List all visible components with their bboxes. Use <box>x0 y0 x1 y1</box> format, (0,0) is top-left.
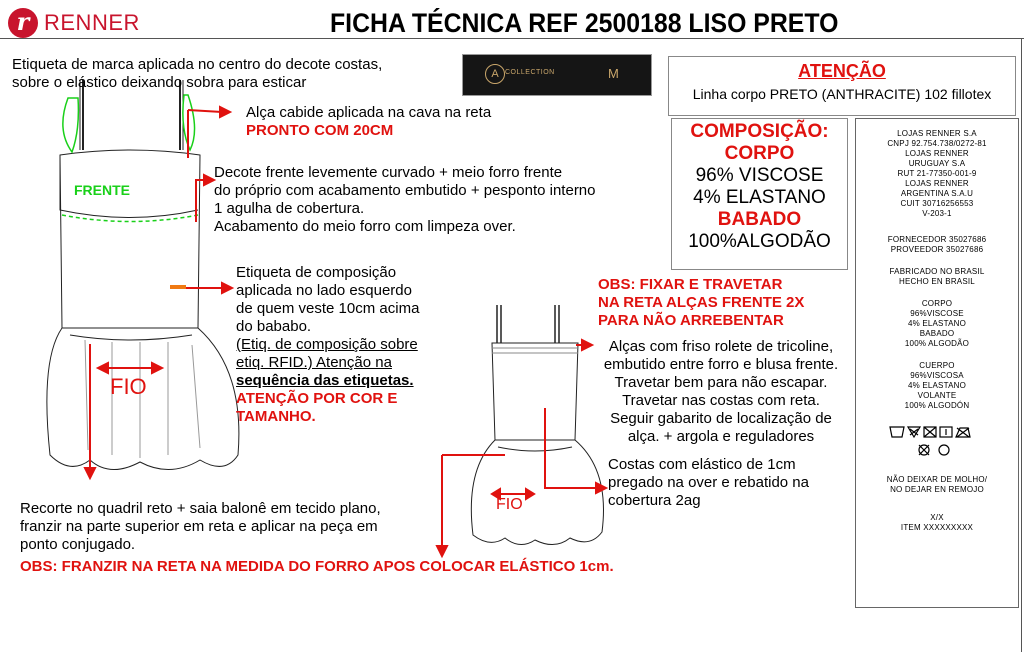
note-obs-fixar: OBS: FIXAR E TRAVETAR NA RETA ALÇAS FRENTE 2X PARA NÃO ARREBENTAR <box>598 276 805 329</box>
attention-heading: ATENÇÃO <box>798 61 886 81</box>
attention-text: Linha corpo PRETO (ANTHRACITE) 102 fillotex <box>692 86 992 102</box>
note-obs-bottom: OBS: FRANZIR NA RETA NA MEDIDA DO FORRO APOS COLOCAR ELÁSTICO 1cm. <box>20 558 614 575</box>
composition-box <box>671 118 848 270</box>
note-costas: Costas com elástico de 1cm pregado na over e rebatido na cobertura 2ag <box>608 456 809 509</box>
brand-size: M <box>608 66 619 81</box>
front-bodice <box>60 150 200 328</box>
note-recorte: Recorte no quadril reto + saia balonê em tecido plano, franzir na parte superior em reta e aplicar na peça em ponto conjugado. <box>20 500 381 553</box>
composition-label-mark <box>170 285 186 289</box>
logo-letter: r <box>16 7 30 36</box>
logo-wordmark: RENNER <box>44 10 140 35</box>
back-bodice <box>492 343 578 440</box>
back-elastic <box>492 348 578 353</box>
brand-collection-text: COLLECTION <box>505 69 555 76</box>
care-symbols-icon <box>856 423 1018 459</box>
front-gather-line <box>70 335 192 340</box>
composition-line-2: 4% ELASTANO <box>693 187 826 208</box>
note-alcas: Alças com friso rolete de tricoline, embutido entre forro e blusa frente. Travetar bem para não escapar. Travetar nas costas com reta. Seguir gabarito de localização de alça. + argola e reguladores <box>603 338 839 445</box>
brand-monogram: A <box>485 64 505 84</box>
composition-corpo: CORPO <box>724 143 795 164</box>
note-decote: Decote frente levemente curvado + meio forro frente do próprio com acabamento embutido + pesponto interno 1 agulha de cobertura. Acabamento do meio forro com limpeza over. <box>214 164 596 235</box>
composition-heading: COMPOSIÇÃO: <box>690 121 829 142</box>
brand-label-image <box>462 54 652 96</box>
grain-label-back: FIO <box>496 496 523 513</box>
page-title: FICHA TÉCNICA REF 2500188 LISO PRETO <box>330 8 839 38</box>
composition-line-1: 96% VISCOSE <box>695 165 824 186</box>
lining-dashed-line <box>62 215 198 222</box>
note-alca: Alça cabide aplicada na cava na reta PRONTO COM 20CM <box>246 104 492 139</box>
front-label: FRENTE <box>74 182 130 198</box>
note-composition-label: Etiqueta de composição aplicada no lado esquerdo de quem veste 10cm acima do bababo. (Etiq. de composição sobre etiq. RFID.) Atenção na sequência das etiquetas. ATENÇÃO POR COR E TAMANHO. <box>236 264 420 425</box>
note-brand-label: Etiqueta de marca aplicada no centro do decote costas, sobre o elástico deixando sobra para esticar <box>12 56 383 91</box>
hanger-loop-left <box>63 98 79 152</box>
grain-label-front: FIO <box>110 374 147 399</box>
back-straps <box>497 305 559 343</box>
care-label: LOJAS RENNER S.A CNPJ 92.754.738/0272-81 LOJAS RENNER URUGUAY S.A RUT 21-77350-001-9 LOJAS RENNER ARGENTINA S.A.U CUIT 30716256553 V-203-1 FORNECEDOR 35027686 PROVEEDOR 35027686 FABRICADO NO BRASIL HECHO EN BRASIL CORPO 96%VISCOSE 4% ELASTANO BABADO 100% ALGODÃO CUERPO 96%VISCOSA 4% ELASTANO VOLANTE 100% ALGODÓN NÃO DEIXAR DE MOLHO/ NO DEJAR EN REMOJO X/X ITEM XXXXXXXXX <box>855 118 1019 608</box>
composition-line-3: 100%ALGODÃO <box>688 231 831 252</box>
back-gather-line <box>498 447 572 451</box>
composition-babado: BABADO <box>717 209 802 230</box>
attention-box <box>668 56 1016 116</box>
